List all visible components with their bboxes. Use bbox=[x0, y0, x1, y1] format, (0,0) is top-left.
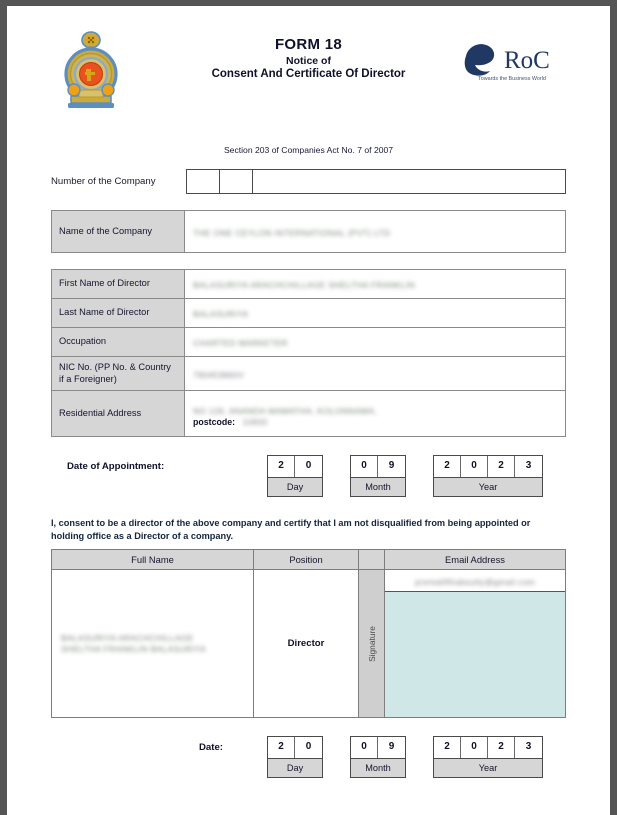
bottom-year-digit-1[interactable]: 2 bbox=[434, 737, 461, 758]
appointment-year-caption: Year bbox=[433, 478, 543, 497]
bottom-day-group bbox=[267, 736, 323, 778]
bottom-year-caption: Year bbox=[433, 759, 543, 778]
signature-table-header-row bbox=[52, 550, 566, 570]
bottom-year-digit-4[interactable]: 3 bbox=[515, 737, 542, 758]
sri-lanka-emblem-icon bbox=[59, 28, 123, 118]
table-row bbox=[52, 211, 566, 253]
date-bottom-row bbox=[51, 736, 566, 778]
table-row bbox=[52, 391, 566, 437]
bottom-day-digit-1[interactable]: 2 bbox=[268, 737, 295, 758]
residential-address-label: Residential Address bbox=[52, 391, 185, 437]
form-subtitle-1: Notice of bbox=[286, 55, 331, 67]
postcode-label: postcode: bbox=[193, 416, 236, 427]
nic-number-value-cell[interactable] bbox=[185, 357, 566, 391]
occupation-value: CHARTED MARKETER bbox=[193, 338, 288, 348]
director-details-table bbox=[51, 269, 566, 437]
signature-label: Signature bbox=[366, 625, 377, 662]
bottom-year-digit-2[interactable]: 0 bbox=[461, 737, 488, 758]
bottom-month-digit-1[interactable]: 0 bbox=[351, 737, 378, 758]
director-full-name-cell bbox=[52, 570, 254, 718]
eroc-logo-icon bbox=[458, 34, 562, 86]
director-full-name-line-2: SHELTHA FRANKLIN BALASURIYA bbox=[61, 643, 207, 654]
email-and-signature-cell bbox=[385, 570, 566, 718]
table-row bbox=[52, 570, 566, 718]
appointment-day-digit-2[interactable]: 0 bbox=[295, 456, 322, 477]
bottom-month-digits[interactable] bbox=[350, 736, 406, 759]
table-row bbox=[52, 357, 566, 391]
company-name-value-cell[interactable] bbox=[185, 211, 566, 253]
bottom-month-caption: Month bbox=[350, 759, 406, 778]
form-number: FORM 18 bbox=[274, 36, 343, 53]
company-number-row bbox=[51, 169, 566, 194]
bottom-day-digit-2[interactable]: 0 bbox=[295, 737, 322, 758]
last-name-value-cell[interactable] bbox=[185, 299, 566, 328]
signature-image-area[interactable] bbox=[385, 592, 565, 717]
director-full-name-line-1: BALASURIYA ARACHCHILLAGE bbox=[61, 632, 194, 643]
appointment-month-group bbox=[350, 455, 406, 497]
director-email-value: premalifthaboutly@gmail.com bbox=[415, 577, 535, 588]
form-header bbox=[51, 26, 566, 131]
date-of-appointment-label: Date of Appointment: bbox=[67, 461, 165, 473]
table-row bbox=[52, 328, 566, 357]
appointment-month-digits[interactable] bbox=[350, 455, 406, 478]
bottom-month-digit-2[interactable]: 9 bbox=[378, 737, 405, 758]
bottom-year-digit-3[interactable]: 2 bbox=[488, 737, 515, 758]
bottom-year-digits[interactable] bbox=[433, 736, 543, 759]
header-email-address: Email Address bbox=[385, 550, 566, 570]
occupation-label: Occupation bbox=[52, 328, 185, 357]
company-name-value: THE ONE CEYLON INTERNATIONAL (PVT) LTD bbox=[193, 227, 391, 238]
signature-label-column bbox=[359, 570, 385, 718]
company-name-label: Name of the Company bbox=[52, 211, 185, 253]
header-full-name: Full Name bbox=[52, 550, 254, 570]
director-position-cell: Director bbox=[254, 570, 359, 718]
table-row bbox=[52, 299, 566, 328]
appointment-month-digit-1[interactable]: 0 bbox=[351, 456, 378, 477]
appointment-day-digit-1[interactable]: 2 bbox=[268, 456, 295, 477]
first-name-value-cell[interactable] bbox=[185, 270, 566, 299]
company-number-cell-1[interactable] bbox=[187, 170, 220, 193]
bottom-year-group bbox=[433, 736, 543, 778]
residential-address-line-1: NO 126, ANANDA MAWATHA, KOLONNAWA, bbox=[193, 405, 378, 416]
last-name-label: Last Name of Director bbox=[52, 299, 185, 328]
appointment-day-caption: Day bbox=[267, 478, 323, 497]
nic-number-value: 790453860V bbox=[193, 369, 245, 380]
first-name-label: First Name of Director bbox=[52, 270, 185, 299]
postcode-value: 10600 bbox=[242, 416, 268, 427]
appointment-month-caption: Month bbox=[350, 478, 406, 497]
company-name-table bbox=[51, 210, 566, 253]
appointment-day-group bbox=[267, 455, 323, 497]
form-sheet bbox=[7, 6, 610, 815]
appointment-year-digit-4[interactable]: 3 bbox=[515, 456, 542, 477]
date-of-appointment-row bbox=[51, 455, 566, 497]
eroc-tagline: Towards the Business World bbox=[478, 76, 546, 82]
header-position: Position bbox=[254, 550, 359, 570]
appointment-day-digits[interactable] bbox=[267, 455, 323, 478]
section-reference: Section 203 of Companies Act No. 7 of 2007 bbox=[223, 145, 394, 155]
appointment-year-group bbox=[433, 455, 543, 497]
bottom-day-caption: Day bbox=[267, 759, 323, 778]
bottom-month-group bbox=[350, 736, 406, 778]
appointment-year-digit-3[interactable]: 2 bbox=[488, 456, 515, 477]
company-number-cell-3[interactable] bbox=[253, 170, 565, 193]
bottom-day-digits[interactable] bbox=[267, 736, 323, 759]
appointment-month-digit-2[interactable]: 9 bbox=[378, 456, 405, 477]
appointment-year-digits[interactable] bbox=[433, 455, 543, 478]
table-row bbox=[52, 270, 566, 299]
company-number-input[interactable] bbox=[186, 169, 566, 194]
company-number-cell-2[interactable] bbox=[220, 170, 253, 193]
first-name-value: BALASURIYA ARACHCHILLAGE SHELTHA FRANKLIN bbox=[193, 280, 416, 290]
residential-address-value-cell[interactable] bbox=[185, 391, 566, 437]
director-email-value-row[interactable] bbox=[385, 570, 565, 592]
nic-number-label: NIC No. (PP No. & Country if a Foreigner) bbox=[52, 357, 185, 391]
form-subtitle-2: Consent And Certificate Of Director bbox=[211, 68, 406, 80]
consent-statement: I, consent to be a director of the above company and certify that I am not disqualified from being appointed or holding office as a Director of a company. bbox=[51, 518, 531, 542]
occupation-value-cell[interactable] bbox=[185, 328, 566, 357]
appointment-year-digit-2[interactable]: 0 bbox=[461, 456, 488, 477]
header-signature-blank bbox=[359, 550, 385, 570]
date-bottom-label: Date: bbox=[199, 742, 223, 754]
last-name-value: BALASURIYA bbox=[193, 309, 249, 319]
signature-table bbox=[51, 549, 566, 718]
svg-text:RoC: RoC bbox=[504, 47, 550, 74]
company-number-label: Number of the Company bbox=[51, 176, 156, 187]
appointment-year-digit-1[interactable]: 2 bbox=[434, 456, 461, 477]
